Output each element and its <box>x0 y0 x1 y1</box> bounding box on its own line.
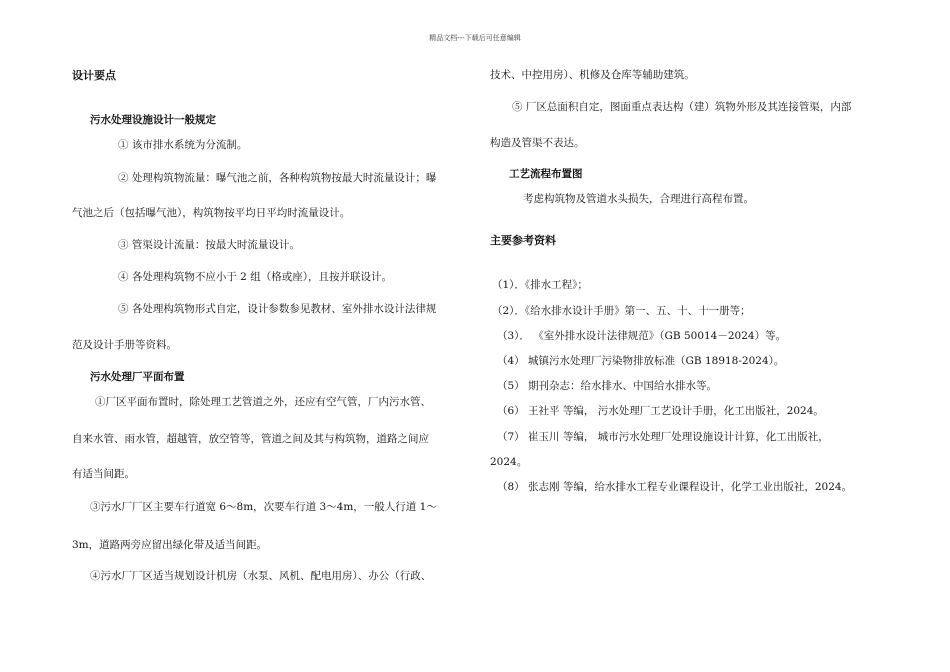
process-flow-heading: 工艺流程布置图 <box>509 168 583 180</box>
rule-line: ① 该市排水系统为分流制。 <box>118 139 248 151</box>
page-header: 精品文档---下载后可任意编辑 <box>429 34 521 42</box>
continued-line: 构造及管渠不表达。 <box>490 137 585 149</box>
layout-line: ①厂区平面布置时，除处理工艺管道之外，还应有空气管，厂内污水管、 <box>95 396 431 408</box>
references-heading: 主要参考资料 <box>490 234 556 247</box>
reference-item: （8） 张志刚 等编，给水排水工程专业课程设计，化学工业出版社，2024。 <box>497 481 853 493</box>
rule-line: ④ 各处理构筑物不应小于 2 组（格或座），且按并联设计。 <box>118 271 392 283</box>
rule-line: 气池之后（包括曝气池），构筑物按平均日平均时流量设计。 <box>72 207 351 219</box>
continued-line: ⑤ 厂区总面积自定，图面重点表达构（建）筑物外形及其连接管渠，内部 <box>512 101 852 113</box>
reference-item: （1）．《排水工程》； <box>492 279 588 291</box>
rule-line: ⑤ 各处理构筑物形式自定，设计参数参见教材、室外排水设计法律规 <box>118 303 437 315</box>
continued-line: 技术、中控用房）、机修及仓库等辅助建筑。 <box>490 69 695 81</box>
layout-line: ③污水厂厂区主要车行道宽 6～8m，次要车行道 3～4m，一般人行道 1～ <box>90 501 437 513</box>
general-rules-heading: 污水处理设施设计一般规定 <box>90 114 216 126</box>
reference-item: （6） 王社平 等编， 污水处理厂工艺设计手册，化工出版社，2024。 <box>497 405 824 417</box>
layout-line: 自来水管、雨水管，超越管，放空管等，管道之间及其与构筑物，道路之间应 <box>72 433 429 445</box>
layout-line: 3m，道路两旁应留出绿化带及适当间距。 <box>72 539 268 551</box>
rule-line: ② 处理构筑物流量：曝气池之前，各种构筑物按最大时流量设计；曝 <box>118 172 437 184</box>
reference-item: （4） 城镇污水处理厂污染物排放标准（GB 18918-2024）。 <box>497 355 785 367</box>
process-flow-line: 考虑构筑物及管道水头损失，合理进行高程布置。 <box>523 193 754 205</box>
layout-line: ④污水厂厂区适当规划设计机房（水泵、风机、配电用房）、办公（行政、 <box>90 570 432 582</box>
rule-line: ③ 管渠设计流量：按最大时流量设计。 <box>118 239 300 251</box>
reference-item: （3）． 《室外排水设计法律规范》（GB 50014－2024）等。 <box>497 330 787 342</box>
reference-item: 2024。 <box>490 456 528 468</box>
reference-item: （5） 期刊杂志：给水排水、中国给水排水等。 <box>497 380 718 392</box>
reference-item: （2）．《给水排水设计手册》第一、五、十、十一册等； <box>492 305 751 317</box>
reference-item: （7） 崔玉川 等编， 城市污水处理厂处理设施设计计算，化工出版社， <box>497 431 829 443</box>
plant-layout-heading: 污水处理厂平面布置 <box>90 371 185 383</box>
layout-line: 有适当间距。 <box>72 468 135 480</box>
design-points-title: 设计要点 <box>72 69 116 82</box>
rule-line: 范及设计手册等资料。 <box>72 339 177 351</box>
